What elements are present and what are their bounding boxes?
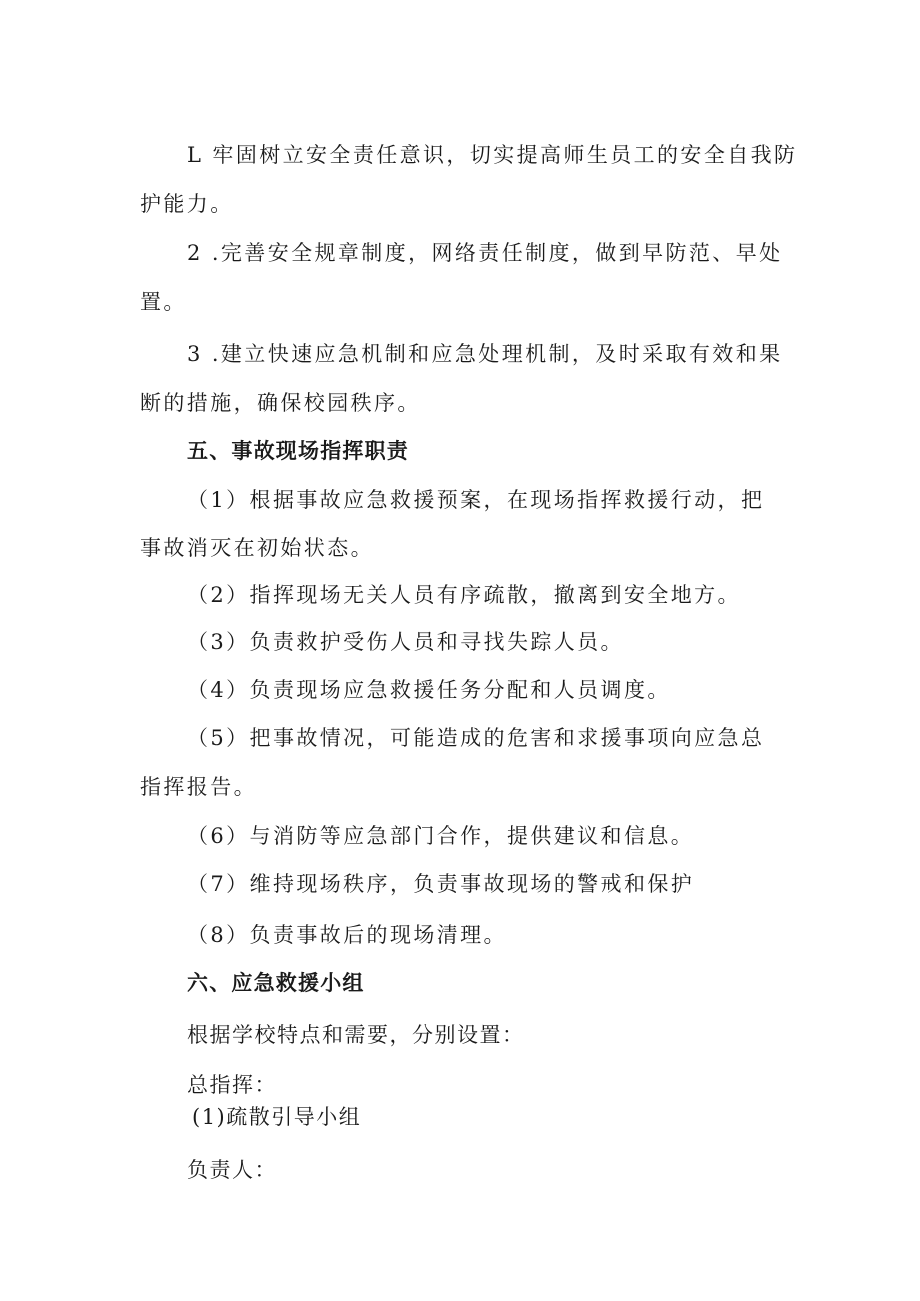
section-5-item-1-line-2: 事故消灭在初始状态。 (140, 536, 374, 560)
section-5-item-5-line-1: （5）把事故情况，可能造成的危害和求援事项向应急总 (187, 726, 765, 750)
section-5-item-5-line-2: 指挥报告。 (140, 775, 257, 799)
section-5-item-7: （7）维持现场秩序，负责事故现场的警戒和保护 (187, 872, 695, 896)
section-6-leader: 负责人： (187, 1158, 277, 1182)
paragraph-2-line-1: 2 .完善安全规章制度，网络责任制度，做到早防范、早处 (187, 241, 783, 265)
paragraph-3-line-1: 3 .建立快速应急机制和应急处理机制，及时采取有效和果 (187, 342, 783, 366)
section-5-item-6: （6）与消防等应急部门合作，提供建议和信息。 (187, 824, 695, 848)
section-5-item-1-line-1: （1）根据事故应急救援预案，在现场指挥救援行动，把 (187, 488, 765, 512)
section-5-item-2: （2）指挥现场无关人员有序疏散，撤离到安全地方。 (187, 583, 741, 607)
section-5-item-4: （4）负责现场应急救援任务分配和人员调度。 (187, 678, 671, 702)
section-6-heading: 六、应急救援小组 (187, 971, 365, 995)
section-6-commander: 总指挥： (187, 1073, 277, 1097)
paragraph-1-line-2: 护能力。 (140, 192, 234, 216)
section-5-item-3: （3）负责救护受伤人员和寻找失踪人员。 (187, 630, 624, 654)
paragraph-1-line-1: L 牢固树立安全责任意识，切实提高师生员工的安全自我防 (187, 143, 798, 167)
section-5-heading: 五、事故现场指挥职责 (187, 439, 409, 463)
paragraph-3-line-2: 断的措施，确保校园秩序。 (140, 391, 421, 415)
paragraph-2-line-2: 置。 (140, 290, 187, 314)
section-5-item-8: （8）负责事故后的现场清理。 (187, 923, 507, 947)
section-6-group-1: (1)疏散引导小组 (192, 1105, 362, 1129)
section-6-intro: 根据学校特点和需要，分别设置： (187, 1023, 525, 1047)
